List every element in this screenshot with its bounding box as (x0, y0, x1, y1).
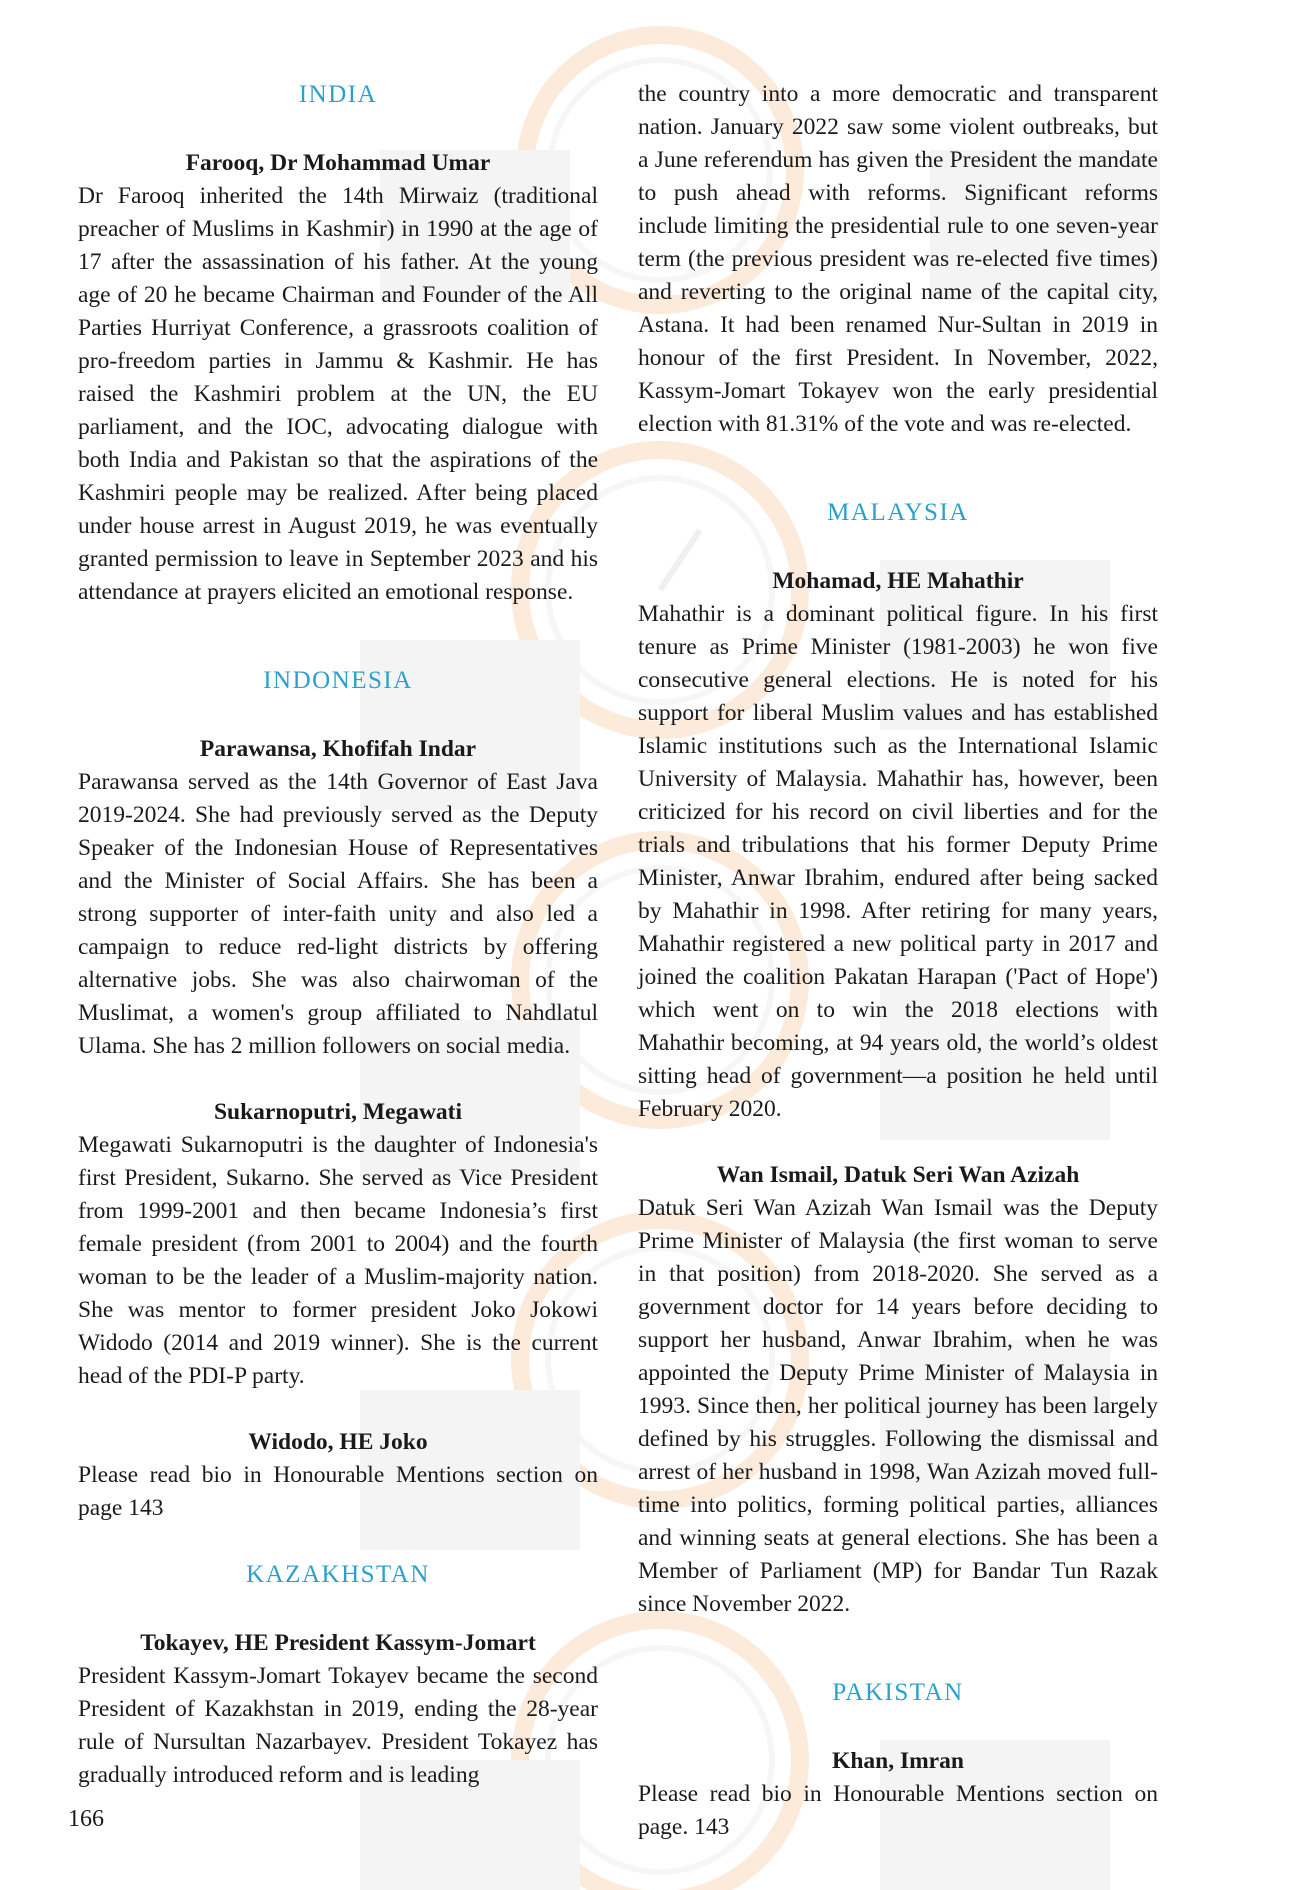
person-name: Farooq, Dr Mohammad Umar (185, 150, 491, 176)
section-spacer (638, 1654, 1158, 1676)
person-name: Wan Ismail, Datuk Seri Wan Azizah (716, 1162, 1080, 1188)
country-heading-india: INDIA (298, 81, 378, 108)
left-column (78, 78, 598, 1825)
section-spacer (638, 474, 1158, 496)
page-number: 166 (68, 1806, 104, 1832)
person-name: Widodo, HE Joko (248, 1429, 428, 1455)
person-name: Mohamad, HE Mahathir (772, 568, 1024, 594)
person-bio: President Kassym-Jomart Tokayev became the second President of Kazakhstan in 2019, ending the 28-year rule of Nursultan Nazarbayev. President Tokayez has gradually introduced reform and is leading (78, 1663, 598, 1788)
person-name: Parawansa, Khofifah Indar (199, 736, 477, 762)
country-heading-malaysia: MALAYSIA (827, 499, 969, 526)
person-bio: Please read bio in Honourable Mentions section on page. 143 (638, 1781, 1158, 1840)
person-bio: Datuk Seri Wan Azizah Wan Ismail was the Deputy Prime Minister of Malaysia (the first woman to serve in that position) from 2018-2020. She served as a government doctor for 14 years before deciding to support her husband, Anwar Ibrahim, when he was appointed the Deputy Prime Minister of Malaysia in 1993. Since then, her political journey has been largely defined by his struggles. Following the dismissal and arrest of her husband in 1998, Wan Azizah moved full-time into politics, forming political parties, alliances and winning seats at general elections. She has been a Member of Parliament (MP) for Bandar Tun Razak since November 2022. (638, 1195, 1158, 1617)
person-bio: Mahathir is a dominant political figure. In his first tenure as Prime Minister (1981-2003) he won five consecutive general elections. He is noted for his support for liberal Muslim values and has established Islamic institutions such as the International Islamic University of Malaysia. Mahathir has, however, been criticized for his record on civil liberties and for the trials and tribulations that his former Deputy Prime Minister, Anwar Ibrahim, endured after being sacked by Mahathir in 1998. After retiring for many years, Mahathir registered a new political party in 2017 and joined the coalition Pakatan Harapan ('Pact of Hope') which went on to win the 2018 elections with Mahathir becoming, at 94 years old, the world’s oldest sitting head of government—a position he held until February 2020. (638, 601, 1158, 1122)
person-bio: Dr Farooq inherited the 14th Mirwaiz (traditional preacher of Muslims in Kashmir) in 1990 at the age of 17 after the assassination of his father. At the young age of 20 he became Chairman and Founder of the All Parties Hurriyat Conference, a grassroots coalition of pro-freedom parties in Jammu & Kashmir. He has raised the Kashmiri problem at the UN, the EU parliament, and the IOC, advocating dialogue with both India and Pakistan so that the aspirations of the Kashmiri people may be realized. After being placed under house arrest in August 2019, he was eventually granted permission to leave in September 2023 and his attendance at prayers elicited an emotional response. (78, 183, 598, 605)
person-bio: Please read bio in Honourable Mentions section on page 143 (78, 1462, 598, 1521)
person-bio: Parawansa served as the 14th Governor of East Java 2019-2024. She had previously served as the Deputy Speaker of the Indonesian House of Representatives and the Minister of Social Affairs. She has been a strong supporter of inter-faith unity and also led a campaign to reduce red-light districts by offering alternative jobs. She was also chairwoman of the Muslimat, a women's group affiliated to Nahdlatul Ulama. She has 2 million followers on social media. (78, 769, 598, 1059)
country-heading-kazakhstan: KAZAKHSTAN (246, 1561, 430, 1588)
person-name: Tokayev, HE President Kassym-Jomart (140, 1630, 536, 1656)
person-bio-continued: the country into a more democratic and transparent nation. January 2022 saw some violent outbreaks, but a June referendum has given the President the mandate to push ahead with reforms. Significant reforms include limiting the presidential rule to one seven-year term (the previous president was re-elected five times) and reverting to the original name of the capital city, Astana. It had been renamed Nur-Sultan in 2019 in honour of the first President. In November, 2022, Kassym-Jomart Tokayev won the early presidential election with 81.31% of the vote and was re-elected. (638, 81, 1158, 437)
country-heading-indonesia: INDONESIA (263, 667, 413, 694)
person-name: Khan, Imran (832, 1748, 964, 1774)
section-spacer (78, 642, 598, 664)
right-column (638, 78, 1158, 1877)
person-bio: Megawati Sukarnoputri is the daughter of Indonesia's first President, Sukarno. She served as Vice President from 1999-2001 and then became Indonesia’s first female president (from 2001 to 2004) and the fourth woman to be the leader of a Muslim-majority nation. She was mentor to former president Joko Jokowi Widodo (2014 and 2019 winner). She is the current head of the PDI-P party. (78, 1132, 598, 1389)
person-name: Sukarnoputri, Megawati (213, 1099, 463, 1125)
country-heading-pakistan: PAKISTAN (832, 1679, 964, 1706)
